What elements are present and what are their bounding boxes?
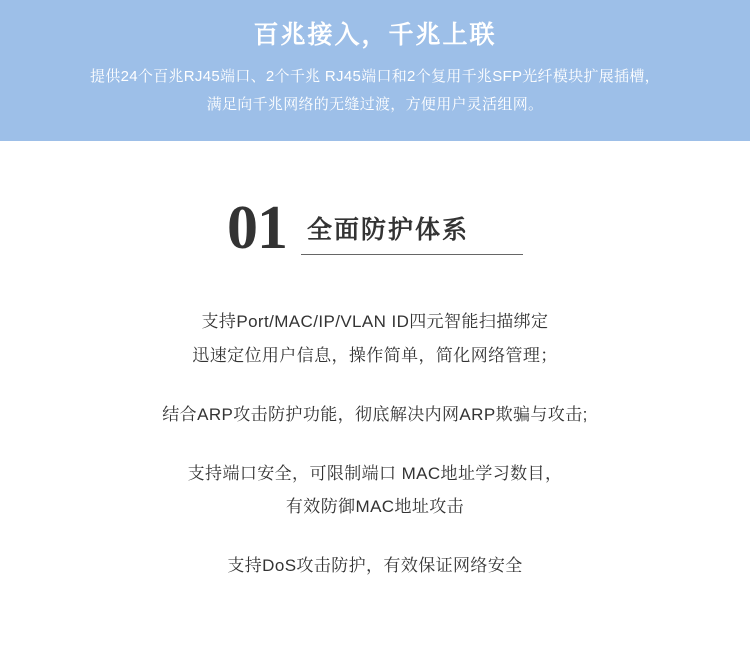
feature-paragraph xyxy=(0,398,750,431)
feature-line: 支持DoS攻击防护，有效保证网络安全 xyxy=(227,556,523,576)
hero-banner xyxy=(0,0,750,141)
section-title: 全面防护体系 xyxy=(307,216,470,245)
feature-line: 支持Port/MAC/IP/VLAN ID四元智能扫描绑定 xyxy=(201,312,549,332)
feature-paragraph xyxy=(0,457,750,523)
hero-description-line-1: 提供24个百兆RJ45端口、2个千兆 RJ45端口和2个复用千兆SFP光纤模块扩展插槽， xyxy=(90,68,660,85)
feature-line: 支持端口安全，可限制端口 MAC地址学习数目， xyxy=(187,463,563,483)
feature-paragraph xyxy=(0,549,750,582)
section-number: 01 xyxy=(227,193,287,262)
section-title-wrap xyxy=(301,210,523,257)
feature-paragraph xyxy=(0,305,750,371)
feature-line: 迅速定位用户信息，操作简单，简化网络管理； xyxy=(192,345,558,365)
feature-text-block xyxy=(0,305,750,582)
feature-line: 有效防御MAC地址攻击 xyxy=(285,496,465,516)
section-heading xyxy=(0,193,750,262)
hero-description-line-2: 满足向千兆网络的无缝过渡，方便用户灵活组网。 xyxy=(206,95,544,113)
section-underline xyxy=(301,254,523,255)
hero-title: 百兆接入，千兆上联 xyxy=(253,21,497,49)
hero-description xyxy=(20,63,730,119)
feature-line: 结合ARP攻击防护功能，彻底解决内网ARP欺骗与攻击; xyxy=(162,404,588,424)
